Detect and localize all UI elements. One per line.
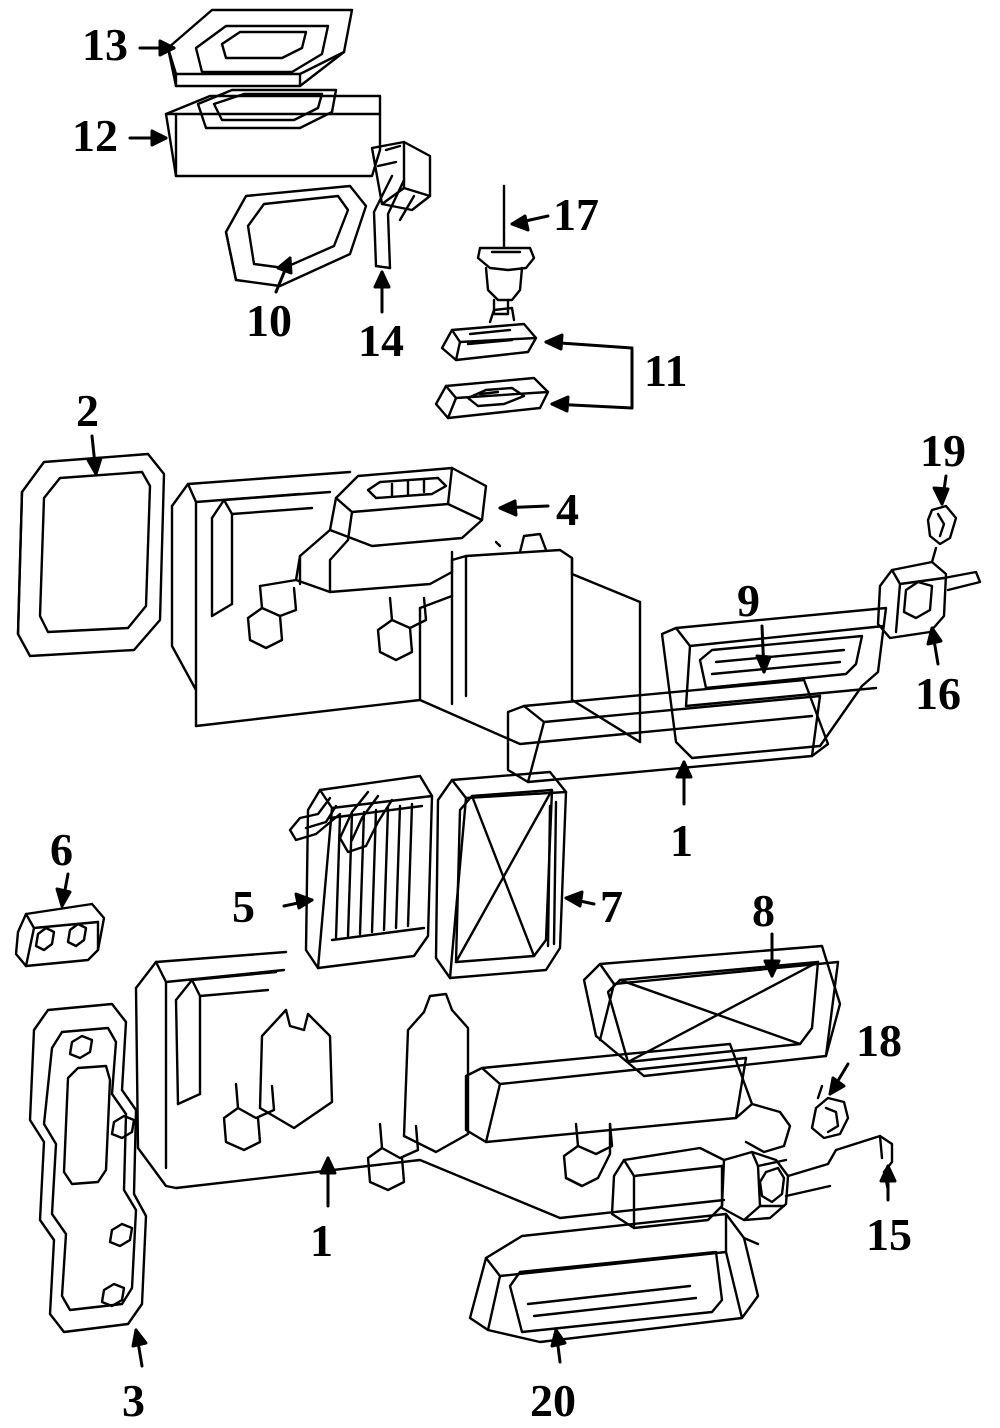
callout-3: 3 <box>122 1375 145 1426</box>
part-9-upper-case-panel <box>508 608 886 782</box>
callout-7: 7 <box>600 881 623 932</box>
callout-19: 19 <box>920 425 966 476</box>
part-1-heater-case-lower <box>136 952 790 1218</box>
part-17-vacuum-motor <box>478 186 534 314</box>
part-7-evaporator-core <box>436 772 566 978</box>
part-3-firewall-seal-gasket <box>30 1004 146 1332</box>
callout-13: 13 <box>82 19 128 70</box>
callout-9: 9 <box>737 575 760 626</box>
part-10-blower-housing-seal <box>226 186 366 286</box>
part-5-heater-core <box>290 776 432 968</box>
part-2-case-seal-gasket <box>18 454 164 656</box>
callout-4: 4 <box>556 484 579 535</box>
callout-5: 5 <box>232 881 255 932</box>
part-6-bracket-clip <box>16 904 104 966</box>
part-12-blower-motor-housing <box>166 90 430 268</box>
callout-15: 15 <box>866 1209 912 1260</box>
part-13-blower-cover-gasket <box>168 10 352 86</box>
part-8-case-top-panel <box>584 946 840 1076</box>
callout-12: 12 <box>72 110 118 161</box>
part-16-vacuum-actuator-small <box>878 548 980 638</box>
part-lower-blower-motor <box>612 1148 836 1228</box>
callout-16: 16 <box>915 668 961 719</box>
callout-18: 18 <box>856 1015 902 1066</box>
callout-14: 14 <box>358 315 404 366</box>
callout-17: 17 <box>553 189 599 240</box>
part-20-lower-duct-cover <box>470 1214 758 1342</box>
callout-1-lower: 1 <box>310 1215 333 1266</box>
callout-6: 6 <box>50 824 73 875</box>
callout-2: 2 <box>76 385 99 436</box>
callout-1-upper: 1 <box>670 815 693 866</box>
callout-10: 10 <box>246 295 292 346</box>
part-11-resistor-blocks <box>436 308 548 418</box>
callout-8: 8 <box>752 885 775 936</box>
callout-20: 20 <box>530 1375 576 1426</box>
callout-11: 11 <box>644 345 688 396</box>
part-19-retaining-clip <box>928 506 956 544</box>
